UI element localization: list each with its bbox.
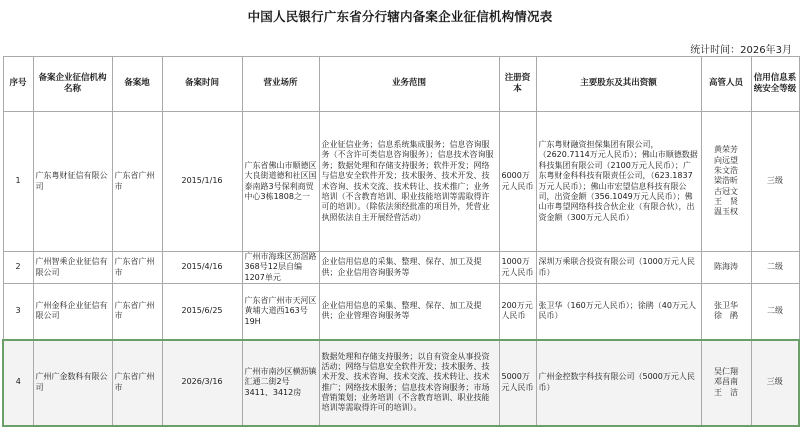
cell-managers: 张卫华 徐 鹃 <box>701 284 751 340</box>
header-place: 备案地 <box>112 57 162 112</box>
cell-no: 2 <box>3 252 33 284</box>
cell-shareholders: 广州金控数字科技有限公司（5000万元人民币） <box>536 340 701 426</box>
cell-level: 三级 <box>751 340 799 426</box>
cell-place: 广东省广州市 <box>112 284 162 340</box>
cell-no: 3 <box>3 284 33 340</box>
cell-capital: 5000万元人民币 <box>499 340 536 426</box>
cell-managers: 陈海涛 <box>701 252 751 284</box>
cell-name: 广州广金数科有限公司 <box>33 340 112 426</box>
header-level: 信用信息系统安全等级 <box>751 57 799 112</box>
header-name: 备案企业征信机构名称 <box>33 57 112 112</box>
cell-address: 广东省佛山市顺德区大良街道德和社区国泰南路3号保利商贸中心3栋1808之一 <box>242 112 319 252</box>
cell-managers: 吴仁翔 邓昌南 王 洁 <box>701 340 751 426</box>
cell-date: 2015/4/16 <box>162 252 242 284</box>
cell-level: 三级 <box>751 112 799 252</box>
cell-date: 2015/6/25 <box>162 284 242 340</box>
registry-table <box>2 56 800 427</box>
cell-capital: 1000万元人民币 <box>499 252 536 284</box>
cell-date: 2026/3/16 <box>162 340 242 426</box>
cell-name: 广东粤财征信有限公司 <box>33 112 112 252</box>
header-address: 营业场所 <box>242 57 319 112</box>
header-no: 序号 <box>3 57 33 112</box>
cell-scope: 企业信用信息的采集、整理、保存、加工及提供；企业管理咨询服务等 <box>319 284 499 340</box>
table-row <box>3 284 799 340</box>
cell-address: 广州市南沙区横沥镇汇通二街2号3411、3412房 <box>242 340 319 426</box>
cell-capital: 200万元人民币 <box>499 284 536 340</box>
header-date: 备案时间 <box>162 57 242 112</box>
cell-no: 1 <box>3 112 33 252</box>
table-header-row <box>3 57 799 112</box>
cell-date: 2015/1/16 <box>162 112 242 252</box>
cell-scope: 企业征信业务；信息系统集成服务；信息咨询服务（不含许可类信息咨询服务）；信息技术咨询服务；数据处理和存储支持服务；软件开发；网络与信息安全软件开发；技术服务、技术开发、技术咨询、技术交流、技术转让、技术推广；业务培训（不含教育培训、职业技能培训等需取得许可的培训）。（除依法须经批准的项目外，凭营业执照依法自主开展经营活动） <box>319 112 499 252</box>
cell-shareholders: 广东粤财融资担保集团有限公司，（2620.7114万元人民币）；佛山市顺德数据科技集团有限公司（2100万元人民币）；广东粤财金科科技有限责任公司，（623.1837万元人民币）；佛山市宏望信息科技有限公司，出资金额（356.1049万元人民币）；佛山市粤望网络科技合伙企业（有限合伙），出资金额（300万元人民币） <box>536 112 701 252</box>
header-capital: 注册资本 <box>499 57 536 112</box>
header-scope: 业务范围 <box>319 57 499 112</box>
cell-capital: 6000万元人民币 <box>499 112 536 252</box>
cell-name: 广州金科企业征信有限公司 <box>33 284 112 340</box>
header-shareholders: 主要股东及其出资额 <box>536 57 701 112</box>
cell-scope: 企业信用信息的采集、整理、保存、加工及提供；企业信用咨询服务等 <box>319 252 499 284</box>
cell-address: 广东省广州市天河区黄埔大道西163号19H <box>242 284 319 340</box>
cell-address: 广州市海珠区沥滘路368号12层自编1207单元 <box>242 252 319 284</box>
cell-name: 广州智乘企业征信有限公司 <box>33 252 112 284</box>
table-row-selected[interactable] <box>3 340 799 426</box>
cell-place: 广东省广州市 <box>112 340 162 426</box>
table-row <box>3 112 799 252</box>
header-managers: 高管人员 <box>701 57 751 112</box>
table-row <box>3 252 799 284</box>
cell-no: 4 <box>3 340 33 426</box>
cell-place: 广东省广州市 <box>112 112 162 252</box>
cell-level: 二级 <box>751 252 799 284</box>
page-title: 中国人民银行广东省分行辖内备案企业征信机构情况表 <box>247 9 553 24</box>
cell-scope: 数据处理和存储支持服务；以自有资金从事投资活动；网络与信息安全软件开发；技术服务、技术开发、技术咨询、技术交流、技术转让、技术推广；网络技术服务；信息技术咨询服务；市场营销策划；业务培训（不含教育培训、职业技能培训等需取得许可的培训）。 <box>319 340 499 426</box>
cell-shareholders: 张卫华（160万元人民币）；徐鹃（40万元人民币） <box>536 284 701 340</box>
cell-place: 广东省广州市 <box>112 252 162 284</box>
cell-level: 二级 <box>751 284 799 340</box>
cell-managers: 黄荣芳 向远望 朱文浩 梁浩昕 古冠文 王 贤 温玉权 <box>701 112 751 252</box>
cell-shareholders: 深圳万乘联合投资有限公司（1000万元人民币） <box>536 252 701 284</box>
stat-time: 统计时间：2026年3月 <box>690 45 792 56</box>
